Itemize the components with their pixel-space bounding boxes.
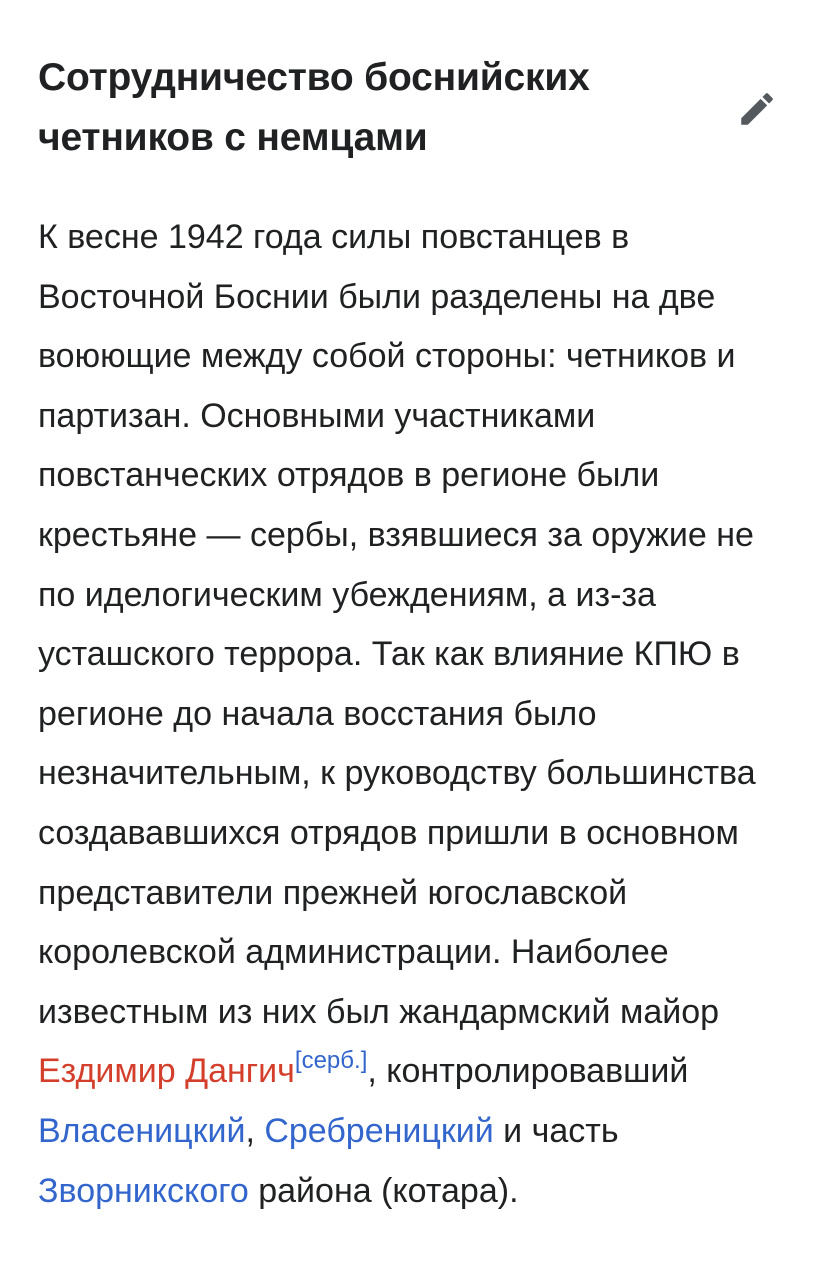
paragraph-text: района (котара). xyxy=(248,1171,519,1210)
pencil-icon xyxy=(736,88,778,130)
section-title xyxy=(38,48,590,168)
paragraph-text: К весне 1942 года силы повстанцев в Восточной Боснии были разделены на две воюющие между собой стороны: четников и партизан. Основными участниками повстанческих отрядов в регионе были крестьяне — сербы, взявшиеся за оружие не по иделогическим убеждениям, а из-за усташского террора. Так как влияние КПЮ в регионе до начала восстания было незначительным, к руководству большинства создававшихся отрядов пришли в основном представители прежней югославской королевской администрации. Наиболее известным из них был жандармский майор xyxy=(38,218,756,1031)
srebrenica-link[interactable]: Сребреницкий xyxy=(264,1111,494,1150)
paragraph-text: и часть xyxy=(493,1111,619,1150)
interlang-close-bracket: ] xyxy=(360,1047,368,1075)
interlang-open-bracket: [ xyxy=(294,1047,302,1075)
interlang-label: серб. xyxy=(301,1047,361,1075)
paragraph-text: , xyxy=(245,1111,265,1150)
section-title-line-1: Сотрудничество боснийских xyxy=(38,56,590,99)
section-heading xyxy=(38,48,718,168)
interlanguage-link[interactable] xyxy=(295,1047,367,1074)
section-title-line-2: четников с немцами xyxy=(38,116,428,159)
zvornik-link[interactable]: Зворникского xyxy=(38,1171,249,1210)
vlasenica-link[interactable]: Власеницкий xyxy=(38,1111,246,1150)
paragraph-text: , контролировавший xyxy=(367,1052,689,1091)
person-link[interactable]: Ездимир Дангич xyxy=(38,1052,295,1091)
article-paragraph xyxy=(38,208,783,1221)
edit-section-button[interactable] xyxy=(734,86,780,132)
